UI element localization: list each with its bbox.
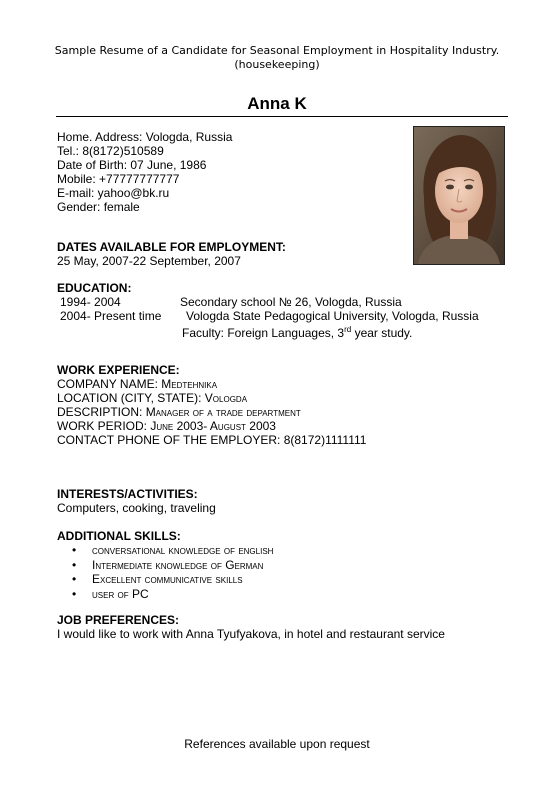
education-detail: Secondary school № 26, Vologda, Russia bbox=[180, 295, 402, 309]
contact-dob: Date of Birth: 07 June, 1986 bbox=[57, 158, 207, 172]
bullet-icon: • bbox=[72, 557, 77, 572]
dates-value: 25 May, 2007-22 September, 2007 bbox=[57, 254, 241, 268]
education-period: 2004- Present time bbox=[60, 309, 162, 323]
references-note: References available upon request bbox=[184, 737, 370, 751]
list-item: • Excellent communicative skills bbox=[72, 572, 243, 586]
contact-gender: Gender: female bbox=[57, 200, 140, 214]
contact-tel: Tel.: 8(8172)510589 bbox=[57, 144, 164, 158]
document-header-line1: Sample Resume of a Candidate for Seasonal Employment in Hospitality Industry. bbox=[54, 44, 500, 57]
education-detail: Vologda State Pedagogical University, Vologda, Russia bbox=[186, 309, 479, 323]
work-location: LOCATION (CITY, STATE): Vologda bbox=[57, 391, 248, 405]
interests-heading: INTERESTS/ACTIVITIES: bbox=[57, 487, 198, 501]
bullet-icon: • bbox=[72, 572, 77, 586]
education-heading: EDUCATION: bbox=[57, 281, 132, 295]
contact-email: E-mail: yahoo@bk.ru bbox=[57, 186, 170, 200]
portrait-image bbox=[414, 127, 504, 264]
contact-address: Home. Address: Vologda, Russia bbox=[57, 130, 233, 144]
work-company: COMPANY NAME: Medtehnika bbox=[57, 377, 218, 391]
contact-mobile: Mobile: +77777777777 bbox=[57, 172, 180, 186]
preferences-heading: JOB PREFERENCES: bbox=[57, 613, 180, 627]
title-divider bbox=[56, 116, 508, 117]
bullet-icon: • bbox=[72, 543, 77, 557]
interests-value: Computers, cooking, traveling bbox=[57, 501, 216, 515]
preferences-value: I would like to work with Anna Tyufyakova, in hotel and restaurant service bbox=[57, 627, 445, 641]
skills-heading: ADDITIONAL SKILLS: bbox=[57, 529, 181, 543]
work-period: WORK PERIOD: June 2003- August 2003 bbox=[57, 419, 276, 433]
skills-list bbox=[72, 543, 273, 601]
work-description: DESCRIPTION: Manager of a trade department bbox=[57, 405, 301, 419]
list-item: • user of PC bbox=[72, 586, 149, 601]
list-item: • conversational knowledge of english bbox=[72, 543, 274, 557]
education-faculty: Faculty: Foreign Languages, 3rd year study. bbox=[182, 325, 413, 340]
candidate-name: Anna K bbox=[247, 94, 307, 113]
work-employer-phone: CONTACT PHONE OF THE EMPLOYER: 8(8172)1111111 bbox=[57, 433, 367, 447]
bullet-icon: • bbox=[72, 586, 77, 601]
work-heading: WORK EXPERIENCE: bbox=[57, 363, 180, 377]
education-period: 1994- 2004 bbox=[60, 295, 121, 309]
candidate-photo bbox=[413, 126, 505, 265]
list-item: • Intermediate knowledge of German bbox=[72, 557, 264, 572]
document-header-line2: (housekeeping) bbox=[234, 58, 320, 71]
dates-heading: DATES AVAILABLE FOR EMPLOYMENT: bbox=[57, 240, 286, 254]
